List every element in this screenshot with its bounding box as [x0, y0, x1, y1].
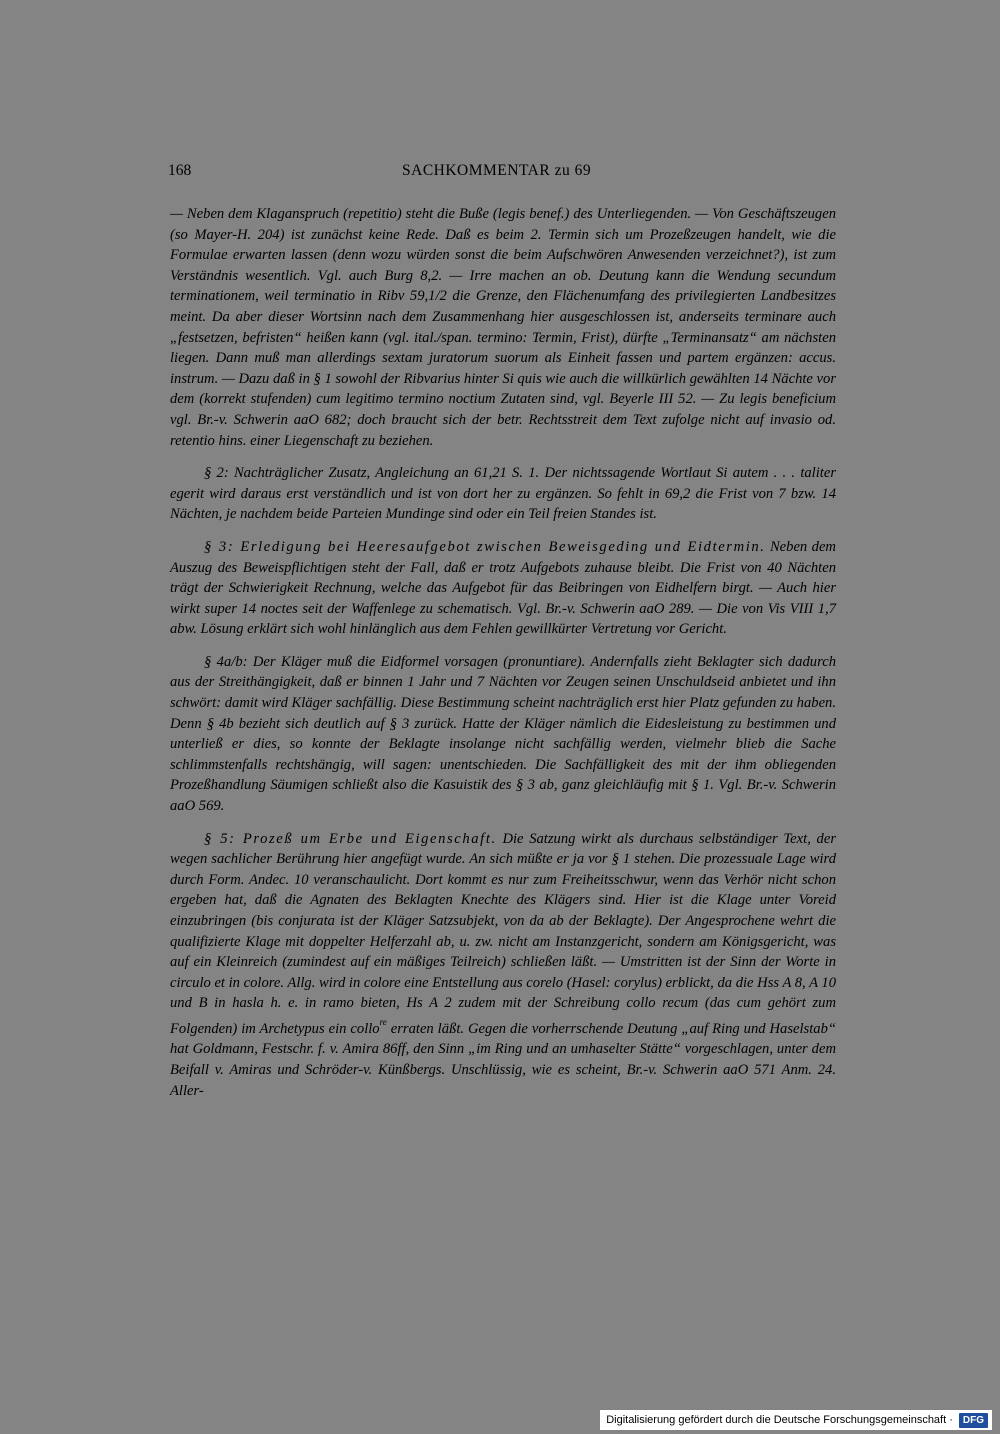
paragraph-5: [170, 829, 836, 1102]
page-header: [168, 162, 832, 184]
page-number: 168: [168, 162, 192, 179]
paragraph-1: — Neben dem Klaganspruch (repetitio) steht die Buße (legis benef.) des Unterliegenden. — Von Geschäftszeugen (so Mayer-H. 204) ist zunächst keine Rede. Daß es beim 2. Termin sich um Prozeßzeugen handelt, wie die Formulae erwarten lassen (denn wozu würden sonst die beim Aufschwören Anwesenden verzeichnet?), ist zum Verständnis wesentlich. Vgl. auch Burg 8,2. — Irre machen an ob. Deutung kann die Wendung secundum terminationem, weil terminatio in Ribv 59,1/2 die Grenze, den Flächenumfang des privilegierten Landbesitzes meint. Da aber dieser Wortsinn nach dem Zusammenhang hier ausgeschlossen ist, anderseits terminare auch „festsetzen, befristen“ heißen kann (vgl. ital./span. termino: Termin, Frist), dürfte „Terminansatz“ am nächsten liegen. Dann muß man allerdings sextam juratorum suorum als Einheit fassen und partem ergänzen: accus. instrum. — Dazu daß in § 1 sowohl der Ribvarius hinter Si quis wie auch die willkürlich gewählten 14 Nächte vor dem (korrekt stufenden) cum legitimo termino noctium Zutaten sind, vgl. Beyerle III 52. — Zu legis beneficium vgl. Br.-v. Schwerin aaO 682; doch braucht sich der betr. Rechtsstreit dem Text zufolge nicht auf invasio od. retentio hins. einer Liegenschaft zu beziehen.: [170, 206, 837, 449]
funding-label: Digitalisierung gefördert durch die Deutsche Forschungsgemeinschaft ·: [606, 1414, 953, 1426]
paragraph-4: § 4a/b: Der Kläger muß die Eidformel vorsagen (pronuntiare). Andernfalls zieht Beklagter sich dadurch aus der Streithängigkeit, daß er binnen 1 Jahr und 7 Nächten vor Zeugen seinen Unschuldseid anbietet und ihn schwört: damit wird Kläger sachfällig. Diese Bestimmung scheint nachträglich erst hier Platz gefunden zu haben. Denn § 4b bezieht sich deutlich auf § 3 zurück. Hatte der Kläger nämlich die Eidesleistung zu bestimmen und unterließ er dies, so konnte der Beklagte insolange nicht sachfällig werden, vielmehr blieb die Sache schlimmstenfalls rechtshängig, will sagen: unentschieden. Die Sachfälligkeit des mit der ihm obliegenden Prozeßhandlung Säumigen schließt also die Kasuistik des § 3 ab, ganz gleichläufig mit § 1. Vgl. Br.-v. Schwerin aaO 569.: [170, 653, 836, 815]
paragraph-3-text: Neben dem Auszug des Beweispflichtigen steht der Fall, daß er trotz Aufgebots zuhause bleibt. Die Frist von 40 Nächten trägt der Schwierigkeit Rechnung, welche das Aufgebot für das Beibringen von Eidhelfern birgt. — Auch hier wirkt super 14 noctes seit der Waffenlege zu schematisch. Vgl. Br.-v. Schwerin aaO 289. — Die von Vis VIII 1,7 abw. Lösung erklärt sich wohl hinlänglich aus dem Fehlen gewillkürter Vertretung vor Gericht.: [170, 538, 836, 638]
paragraph-2: [170, 463, 836, 525]
running-head: SACHKOMMENTAR zu 69: [402, 162, 592, 179]
paragraph-2-text: Der nichtssagende Wortlaut Si autem . . . taliter egerit wird daraus erst verständlich und ist von dort her zu ergänzen. So fehlt in 69,2 die Frist von 7 bzw. 14 Nächten, je nachdem beide Parteien Mundinge sind oder ein Teil freien Standes ist.: [170, 465, 836, 523]
paragraph-2-lead: § 2: Nachträglicher Zusatz, Angleichung an 61,21 S. 1.: [204, 465, 540, 482]
commentary-body: [170, 204, 836, 1113]
superscript-re: re: [379, 1016, 387, 1027]
paragraph-5-text: Die Satzung wirkt als durchaus selbständiger Text, der wegen sachlicher Berührung hier angefügt wurde. An sich müßte er ja vor § 1 stehen. Die prozessuale Lage wird durch Form. Andec. 10 veranschaulicht. Dort kommt es nur zum Freiheitsschwur, wenn das Verhör nicht schon ergeben hat, daß die Agnaten des Beklagten Knechte des Klägers sind. Hier ist die Klage unter Voreid einzubringen (bis conjurata ist der Kläger Satzsubjekt, von da ab der Beklagte). Der Angesprochene wehrt die qualifizierte Klage mit doppelter Helferzahl ab, u. zw. nicht am Instanzgericht, sondern am Königsgericht, was auf ein Kleinreich (zumindest auf ein mäßiges Teilreich) schließen läßt. — Umstritten ist der Sinn der Worte in circulo et in colore. Allg. wird in colore eine Entstellung aus corelo (Hasel: corylus) erblickt, da die Hss A 8, A 10 und B in hasla h. e. in ramo bieten, Hs A 2 zudem mit der Schreibung collo recum (das cum gehört zum Folgenden) im Archetypus ein collo: [170, 830, 836, 1037]
paragraph-5-lead: § 5: Prozeß um Erbe und Eigenschaft.: [204, 830, 497, 847]
funding-footer: [600, 1410, 992, 1430]
paragraph-3-lead: § 3: Erledigung bei Heeresaufgebot zwischen Beweisgeding und Eidtermin.: [204, 538, 766, 555]
paragraph-3: [170, 537, 836, 640]
paragraph-5-end: erraten läßt. Gegen die vorherrschende Deutung „auf Ring und Haselstab“ hat Goldmann, Festschr. f. v. Amira 86ff, den Sinn „im Ring und an umhaselter Stätte“ vorgeschlagen, unter dem Beifall v. Amiras und Schröder-v. Künßbergs. Unschlüssig, wie es scheint, Br.-v. Schwerin aaO 571 Anm. 24. Aller-: [170, 1020, 837, 1099]
dfg-logo: DFG: [959, 1413, 988, 1428]
